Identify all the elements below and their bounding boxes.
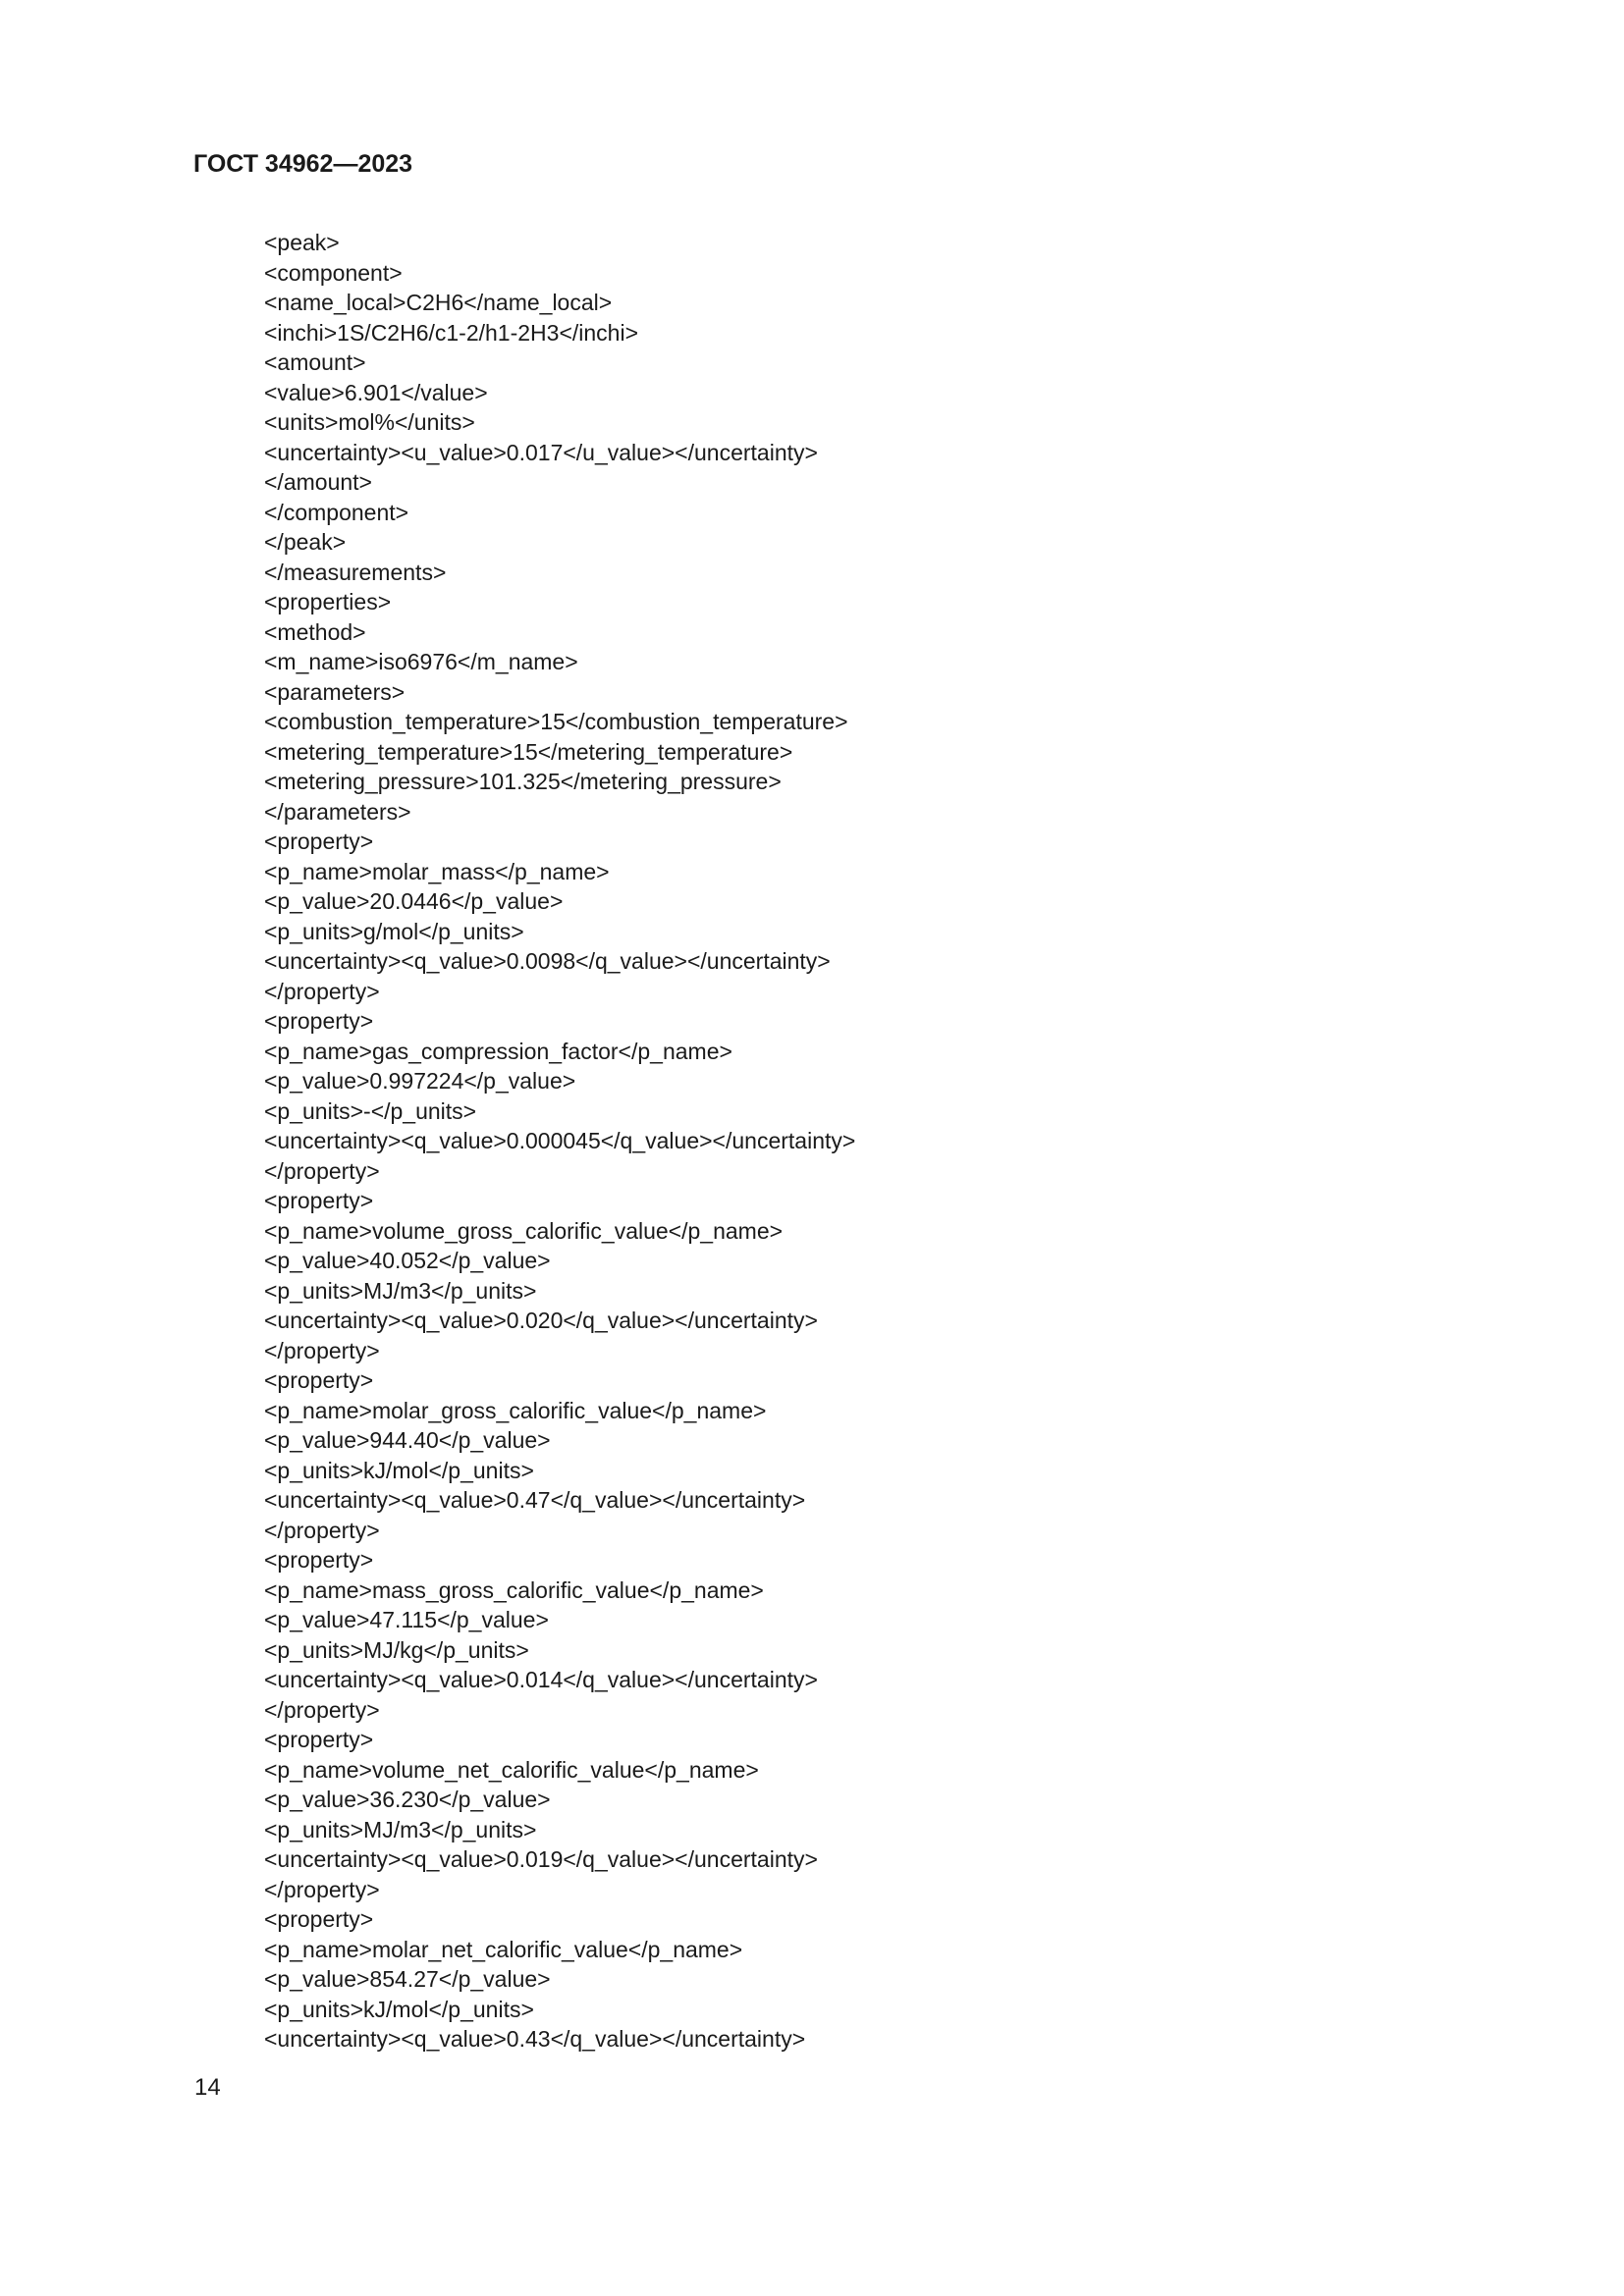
code-line: <method>	[264, 618, 366, 645]
code-line: <properties>	[264, 589, 392, 614]
code-line: <p_value>944.40</p_value>	[264, 1427, 551, 1453]
code-line: <p_value>854.27</p_value>	[264, 1966, 551, 1992]
code-line: </property>	[264, 978, 380, 1004]
code-line: <uncertainty><q_value>0.0098</q_value></uncertainty>	[264, 948, 831, 974]
code-line: <p_name>molar_gross_calorific_value</p_name>	[264, 1397, 767, 1423]
code-line: <property>	[264, 1727, 374, 1752]
code-line: </amount>	[264, 469, 372, 495]
code-line: <property>	[264, 1008, 374, 1034]
code-line: </property>	[264, 1157, 380, 1184]
code-line: <component>	[264, 259, 403, 286]
code-line: </property>	[264, 1517, 380, 1543]
code-line: <p_value>40.052</p_value>	[264, 1248, 551, 1273]
code-line: <p_units>g/mol</p_units>	[264, 918, 524, 944]
code-line: <metering_temperature>15</metering_temperature>	[264, 738, 793, 765]
code-line: </component>	[264, 499, 409, 525]
code-line: <property>	[264, 1367, 374, 1393]
code-line: <uncertainty><q_value>0.000045</q_value></uncertainty>	[264, 1128, 856, 1153]
code-line: <property>	[264, 828, 374, 854]
code-line: </property>	[264, 1337, 380, 1363]
code-line: <p_value>0.997224</p_value>	[264, 1068, 576, 1094]
code-line: <inchi>1S/C2H6/c1-2/h1-2H3</inchi>	[264, 319, 639, 346]
code-line: <p_units>-</p_units>	[264, 1097, 477, 1124]
code-line: <p_units>kJ/mol</p_units>	[264, 1996, 534, 2022]
code-line: </parameters>	[264, 798, 411, 825]
code-line: <units>mol%</units>	[264, 409, 475, 435]
code-line: <p_name>volume_net_calorific_value</p_name>	[264, 1756, 759, 1783]
code-line: </measurements>	[264, 559, 447, 585]
code-line: <p_value>47.115</p_value>	[264, 1607, 549, 1632]
code-line: <uncertainty><q_value>0.019</q_value></uncertainty>	[264, 1846, 818, 1872]
code-line: <p_units>MJ/kg</p_units>	[264, 1636, 529, 1663]
code-line: <p_units>MJ/m3</p_units>	[264, 1277, 537, 1304]
code-line: <uncertainty><q_value>0.47</q_value></uncertainty>	[264, 1487, 806, 1513]
code-line: <uncertainty><q_value>0.020</q_value></uncertainty>	[264, 1308, 818, 1333]
code-line: <p_name>molar_mass</p_name>	[264, 858, 610, 884]
code-line: <p_name>volume_gross_calorific_value</p_name>	[264, 1217, 784, 1244]
page-number: 14	[194, 2074, 221, 2101]
code-line: <amount>	[264, 349, 366, 375]
code-line: </peak>	[264, 529, 347, 555]
code-line: <parameters>	[264, 678, 406, 705]
code-line: <m_name>iso6976</m_name>	[264, 649, 578, 674]
code-line: <name_local>C2H6</name_local>	[264, 290, 613, 315]
xml-code-listing	[264, 228, 855, 2055]
code-line: <uncertainty><q_value>0.43</q_value></uncertainty>	[264, 2026, 806, 2052]
code-line: <p_units>MJ/m3</p_units>	[264, 1816, 537, 1842]
code-line: </property>	[264, 1696, 380, 1723]
code-line: <uncertainty><u_value>0.017</u_value></uncertainty>	[264, 439, 818, 465]
code-line: <p_name>mass_gross_calorific_value</p_name>	[264, 1576, 764, 1603]
code-line: <property>	[264, 1906, 374, 1932]
code-line: <p_name>gas_compression_factor</p_name>	[264, 1038, 732, 1064]
code-line: <value>6.901</value>	[264, 379, 488, 405]
code-line: <p_value>20.0446</p_value>	[264, 888, 564, 914]
code-line: <p_name>molar_net_calorific_value</p_name>	[264, 1936, 743, 1962]
document-header: ГОСТ 34962—2023	[193, 150, 413, 178]
code-line: <property>	[264, 1547, 374, 1573]
code-line: <metering_pressure>101.325</metering_pressure>	[264, 769, 782, 794]
code-line: </property>	[264, 1876, 380, 1902]
code-line: <combustion_temperature>15</combustion_temperature>	[264, 709, 848, 734]
code-line: <property>	[264, 1188, 374, 1213]
code-line: <uncertainty><q_value>0.014</q_value></uncertainty>	[264, 1667, 818, 1692]
code-line: <p_value>36.230</p_value>	[264, 1787, 551, 1812]
code-line: <peak>	[264, 230, 340, 255]
code-line: <p_units>kJ/mol</p_units>	[264, 1457, 534, 1483]
